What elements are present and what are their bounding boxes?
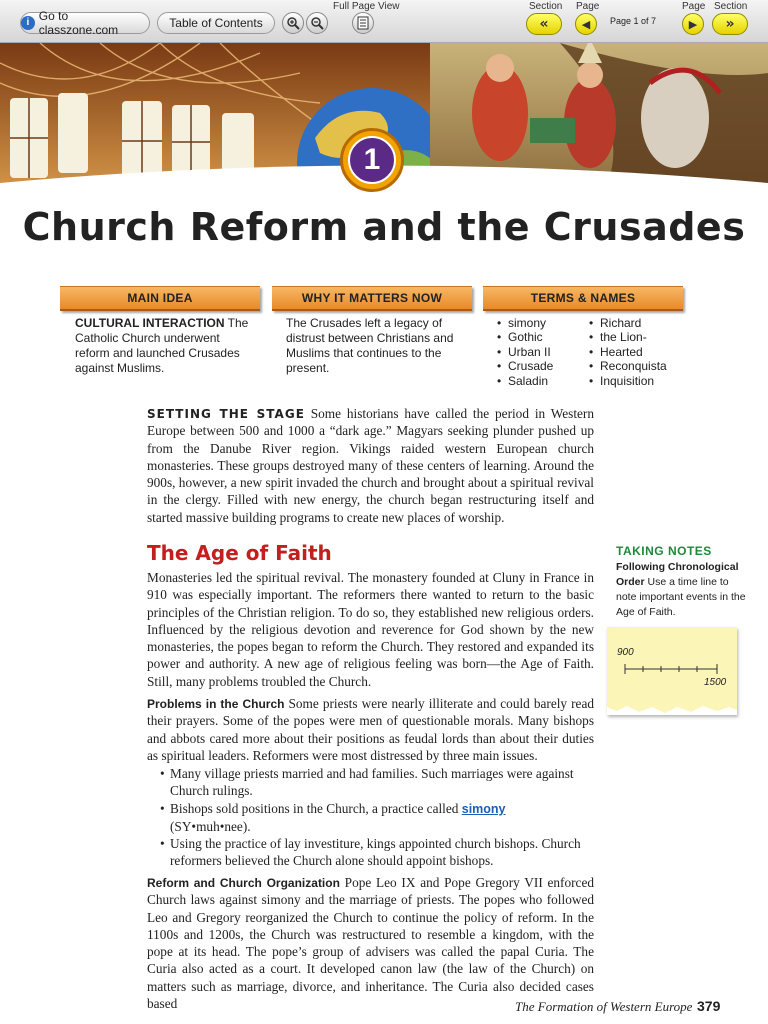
term-item-continued[interactable]: • Hearted — [588, 345, 688, 359]
term-item[interactable]: • Crusade — [496, 359, 586, 373]
timeline-start-label: 900 — [617, 647, 634, 658]
reform-text: Pope Leo IX and Pope Gregory VII enforced Church laws against simony and the marriage of priests. The popes who followed Leo and Gregory reorganized the Church to continue the policy of reform. In the 1100s and 1200s, the Church was restructured to resemble a kingdom, with the pope at its head. The pope’s group of advisers was called the papal Curia. The Curia also acted as a court. It developed canon law (the law of the Church) on matters such as marriage, divorce, and inheritance. The Curia also decided cases based — [147, 875, 594, 1012]
left-arrow-icon: ◀ — [581, 17, 591, 31]
main-idea-body: The Catholic Church underwent reform and launched Crusades against Muslims. — [75, 316, 249, 375]
term-item[interactable]: • Urban II — [496, 345, 586, 359]
bullet-item: • Using the practice of lay investiture, kings appointed church bishops. Church reformers believed the Church alone should appoint bishops. — [160, 835, 594, 870]
previous-section-button[interactable] — [526, 13, 562, 35]
classzone-button[interactable] — [20, 9, 150, 37]
double-right-arrow-icon: » — [725, 16, 735, 32]
chapter-title: Church Reform and the Crusades — [22, 205, 746, 249]
reform-paragraph — [147, 874, 594, 1012]
taking-notes-text — [616, 560, 746, 620]
main-idea-lead: CULTURAL INTERACTION — [75, 316, 225, 330]
bullet-text: (SY•muh•nee). — [170, 818, 251, 834]
term-item[interactable]: • Inquisition — [588, 374, 688, 388]
bullet-item: • Many village priests married and had families. Such marriages were against Church rulings. — [160, 765, 594, 800]
section-label-right: Section — [714, 1, 748, 12]
bullet-item — [160, 800, 594, 836]
double-left-arrow-icon: « — [539, 16, 549, 32]
next-page-button[interactable] — [682, 13, 704, 35]
toolbar — [0, 0, 768, 43]
problems-bullet-list — [160, 765, 594, 870]
timeline-end-label: 1500 — [704, 677, 727, 688]
page-label-right: Page — [682, 1, 706, 12]
zoom-in-icon[interactable] — [282, 12, 304, 34]
next-section-button[interactable] — [712, 13, 748, 35]
term-item[interactable]: • Gothic — [496, 330, 586, 344]
chapter-number: 1 — [348, 136, 396, 184]
setting-the-stage-text: Some historians have called the period in Western Europe between 500 and 1000 a “dark age.” Magyars seeking plunder pushed up from the Danube River region. Vikings raided western European church monasteries. These groups destroyed many of these centers of learning. Around the 900s, however, a new spirit invaded the church and brought about a spiritual revival in the clergy. Filled with new energy, the church began restructuring itself and started massive building programs to create new places of worship. — [147, 406, 594, 525]
full-page-view-icon[interactable] — [352, 12, 374, 34]
zoom-out-icon[interactable] — [306, 12, 328, 34]
main-idea-header: MAIN IDEA — [60, 286, 260, 311]
term-item[interactable]: • simony — [496, 316, 586, 330]
section-heading: The Age of Faith — [147, 541, 332, 565]
page-indicator: Page 1 of 7 — [610, 16, 657, 26]
table-of-contents-button[interactable] — [157, 12, 275, 34]
chapter-number-badge — [340, 128, 404, 192]
footer-book-title: The Formation of Western Europe — [515, 999, 693, 1014]
term-item[interactable]: • Saladin — [496, 374, 586, 388]
why-it-matters-text: The Crusades left a legacy of distrust between Christians and Muslims that continues to the present. — [286, 316, 454, 375]
taking-notes-body: Use a time line to note important events in the Age of Faith. — [616, 576, 746, 618]
taking-notes-heading: TAKING NOTES — [616, 544, 712, 558]
classzone-label: Go to classzone.com — [38, 9, 119, 37]
problems-lead: Problems in the Church — [147, 697, 285, 711]
simony-term-link[interactable]: simony — [461, 801, 506, 816]
section-label-left: Section — [529, 1, 563, 12]
terms-list-col2 — [588, 316, 688, 388]
main-idea-text — [75, 316, 255, 376]
age-of-faith-paragraph: Monasteries led the spiritual revival. The monastery founded at Cluny in France in 910 was especially important. The reformers there wanted to return to the basic principles of the Christian religion. To do so, they established new religious orders. Influenced by the religious devotion and reverence for God shown by the new monasteries, the popes began to reform the Church. They restored and expanded its power and authority. A new age of religious feeling was born—the Age of Faith. Still, many problems troubled the Church. — [147, 570, 594, 689]
setting-the-stage-paragraph — [147, 405, 594, 526]
term-item[interactable]: • Richard — [588, 316, 688, 330]
term-item-continued[interactable]: • the Lion- — [588, 330, 688, 344]
reform-lead: Reform and Church Organization — [147, 876, 340, 890]
right-arrow-icon: ▶ — [688, 17, 698, 31]
terms-names-header: TERMS & NAMES — [483, 286, 683, 311]
taking-notes-lead: Following Chronological Order — [616, 561, 739, 588]
full-page-label: Full Page View — [333, 1, 400, 12]
timeline-note — [607, 627, 737, 715]
setting-the-stage-lead: SETTING THE STAGE — [147, 407, 305, 421]
page-number: 379 — [697, 998, 721, 1014]
page-label-left: Page — [576, 1, 600, 12]
problems-text: Some priests were nearly illiterate and could barely read their prayers. Some of the popes were men of questionable morals. Many bishops and abbots cared more about their positions as feudal lords than about their duties as spiritual leaders. Reformers were most distressed by three main issues. — [147, 696, 594, 763]
terms-list-col1 — [496, 316, 586, 388]
bullet-text: Bishops sold positions in the Church, a practice called — [170, 800, 462, 816]
toc-label: Table of Contents — [169, 16, 263, 30]
classzone-icon: i — [21, 16, 35, 30]
why-it-matters-header: WHY IT MATTERS NOW — [272, 286, 472, 311]
term-item[interactable]: • Reconquista — [588, 359, 688, 373]
previous-page-button[interactable] — [575, 13, 597, 35]
problems-paragraph — [147, 695, 594, 764]
